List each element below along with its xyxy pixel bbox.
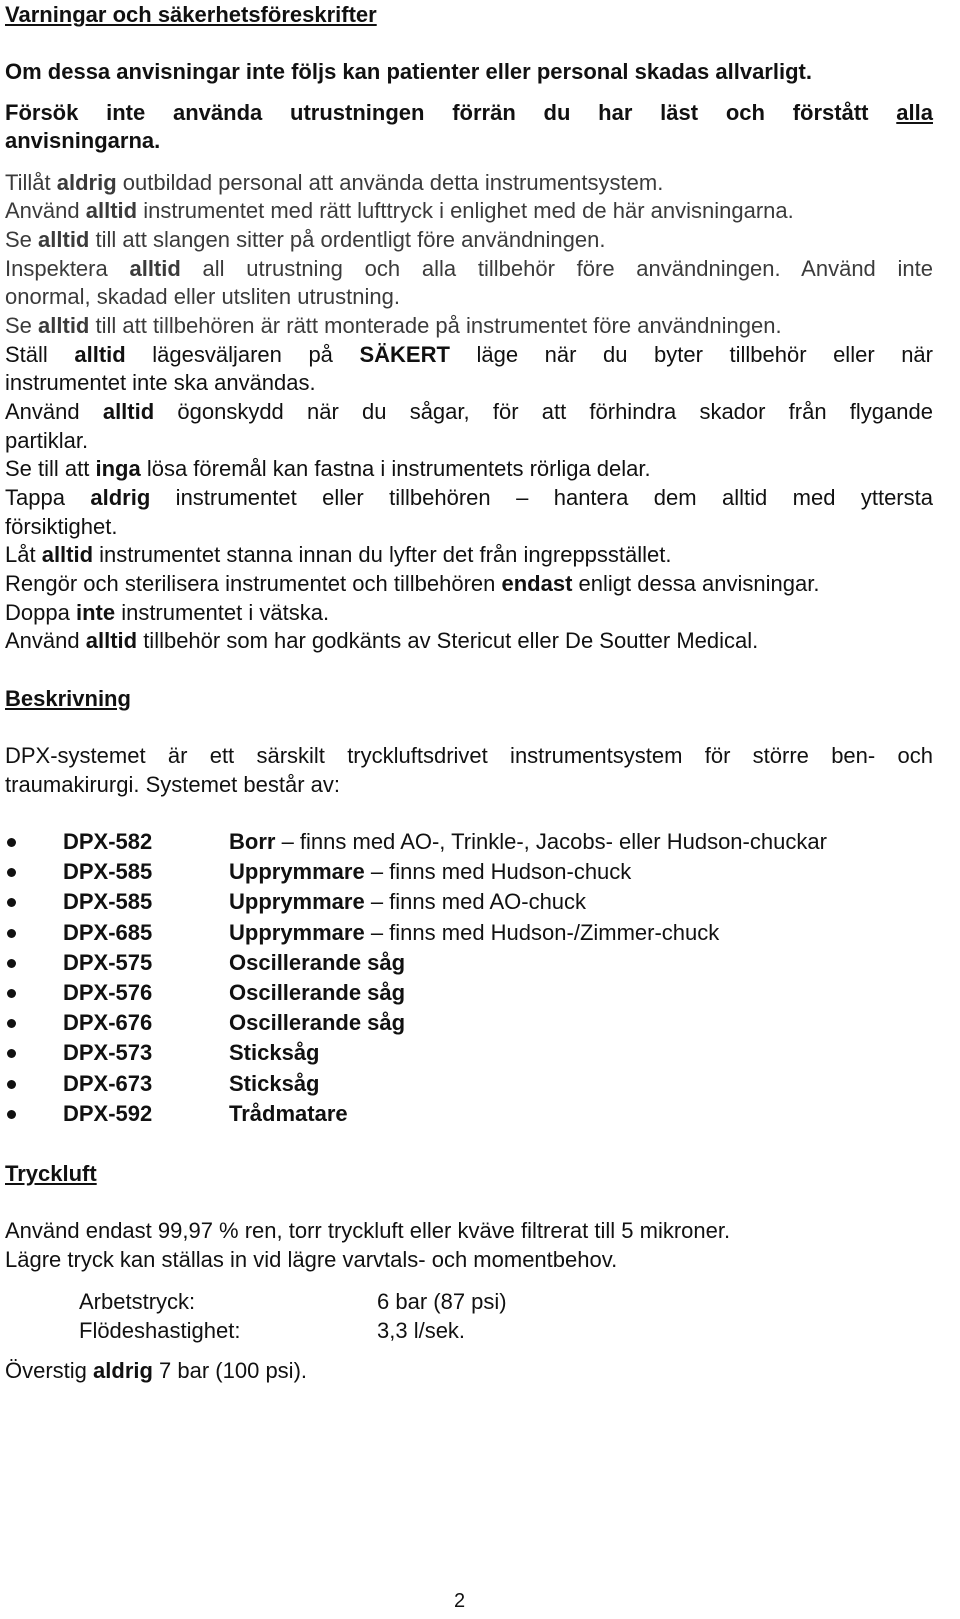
product-detail: – finns med AO-, Trinkle-, Jacobs- eller Hudson-chuckar [275,829,827,854]
product-name: Oscillerande såg [229,980,406,1005]
description-line-1: DPX-systemet är ett särskilt tryckluftsdrivet instrumentsystem för större ben- och [5,743,933,768]
product-code: DPX-582 [63,829,153,854]
list-item [5,1101,935,1129]
warning-line-6: Ställ alltid lägesväljaren på SÄKERT läge när du byter tillbehör eller när [5,342,933,367]
product-code: DPX-575 [63,949,153,975]
intro-2-underlined-word: alla [896,100,933,125]
list-item [5,980,935,1008]
product-name: Oscillerande såg [229,1010,406,1036]
warning-intro-2-line-2: anvisningarna. [5,128,161,153]
warning-line-9-cont: försiktighet. [5,514,118,539]
product-code: DPX-585 [63,859,153,885]
bullet-icon [5,930,19,944]
warning-line-3: Se alltid till att slangen sitter på ordentligt före användningen. [5,227,606,252]
bullet-icon [5,1050,19,1064]
product-code: DPX-676 [63,1010,153,1036]
warning-line-2: Använd alltid instrumentet med rätt lufttryck i enlighet med de här anvisningarna. [5,198,794,223]
warning-line-10: Låt alltid instrumentet stanna innan du lyfter det från ingreppsstället. [5,542,672,567]
product-detail: – finns med AO-chuck [364,889,587,915]
product-code: DPX-576 [63,980,153,1005]
product-name: Trådmatare [229,1100,348,1126]
bullet-icon [5,1020,19,1034]
page-number: 2 [454,1590,466,1612]
bullet-icon [5,960,19,974]
list-item [5,889,935,917]
product-description [229,980,405,1006]
description-line-2: traumakirurgi. Systemet består av: [5,772,341,797]
product-name: Sticksåg [229,1070,320,1096]
air-line-1: Använd endast 99,97 % ren, torr tryckluft eller kväve filtrerat till 5 mikroner. [5,1218,731,1243]
intro-2-text: Försök inte använda utrustningen förrän du har läst och förstått [5,100,869,125]
product-name: Upprymmare [229,859,365,885]
warning-line-9: Tappa aldrig instrumentet eller tillbehören – hantera dem alltid med yttersta [5,485,933,510]
warning-line-7-cont: partiklar. [5,428,89,453]
product-description [229,950,405,976]
product-name: Borr [229,829,276,854]
warning-line-11: Rengör och sterilisera instrumentet och tillbehören endast enligt dessa anvisningar. [5,571,820,596]
work-pressure-label: Arbetstryck: [79,1289,196,1314]
product-description [229,1101,348,1127]
product-description [229,889,586,915]
warning-intro-1: Om dessa anvisningar inte följs kan patienter eller personal skadas allvarligt. [5,59,812,84]
description-heading: Beskrivning [5,686,131,711]
list-item [5,1040,935,1068]
product-code: DPX-673 [63,1070,153,1096]
product-code: DPX-592 [63,1100,153,1126]
warning-line-12: Doppa inte instrumentet i vätska. [5,600,330,625]
product-description [229,829,827,855]
air-heading: Tryckluft [5,1161,97,1186]
product-description [229,859,631,885]
air-line-2: Lägre tryck kan ställas in vid lägre varvtals- och momentbehov. [5,1247,618,1272]
warning-line-13: Använd alltid tillbehör som har godkänts av Stericut eller De Soutter Medical. [5,628,759,653]
bullet-icon [5,899,19,913]
warning-line-1: Tillåt aldrig outbildad personal att använda detta instrumentsystem. [5,170,664,195]
warnings-heading: Varningar och säkerhetsföreskrifter [5,2,377,27]
list-item [5,859,935,887]
product-detail: – finns med Hudson-/Zimmer-chuck [364,919,720,945]
max-pressure-note: Överstig aldrig 7 bar (100 psi). [5,1358,308,1383]
product-name: Oscillerande såg [229,949,406,975]
product-name: Upprymmare [229,889,365,915]
product-code: DPX-585 [63,889,153,915]
warning-line-6-cont: instrumentet inte ska användas. [5,370,316,395]
product-name: Sticksåg [229,1040,320,1066]
flow-rate-value: 3,3 l/sek. [377,1318,466,1343]
product-description [229,1040,320,1066]
product-list [5,829,935,1139]
warning-line-4-cont: onormal, skadad eller utsliten utrustning. [5,284,400,309]
bullet-icon [5,1081,19,1095]
warning-line-7: Använd alltid ögonskydd när du sågar, för att förhindra skador från flygande [5,399,933,424]
bullet-icon [5,990,19,1004]
list-item [5,829,935,857]
product-name: Upprymmare [229,919,365,945]
list-item [5,1071,935,1099]
bullet-icon [5,869,19,883]
product-description [229,1071,320,1097]
list-item [5,950,935,978]
product-code: DPX-685 [63,919,153,945]
list-item [5,920,935,948]
warning-intro-2-line-1 [5,100,933,126]
warning-line-8: Se till att inga lösa föremål kan fastna i instrumentets rörliga delar. [5,456,651,481]
product-description [229,920,719,946]
bullet-icon [5,839,19,853]
list-item [5,1010,935,1038]
bullet-icon [5,1111,19,1125]
warning-line-5: Se alltid till att tillbehören är rätt monterade på instrumentet före användningen. [5,313,782,338]
flow-rate-label: Flödeshastighet: [79,1318,241,1343]
product-description [229,1010,405,1036]
product-code: DPX-573 [63,1040,153,1066]
work-pressure-value: 6 bar (87 psi) [377,1289,507,1314]
product-detail: – finns med Hudson-chuck [364,859,632,885]
warning-line-4: Inspektera alltid all utrustning och alla tillbehör före användningen. Använd inte [5,256,933,281]
